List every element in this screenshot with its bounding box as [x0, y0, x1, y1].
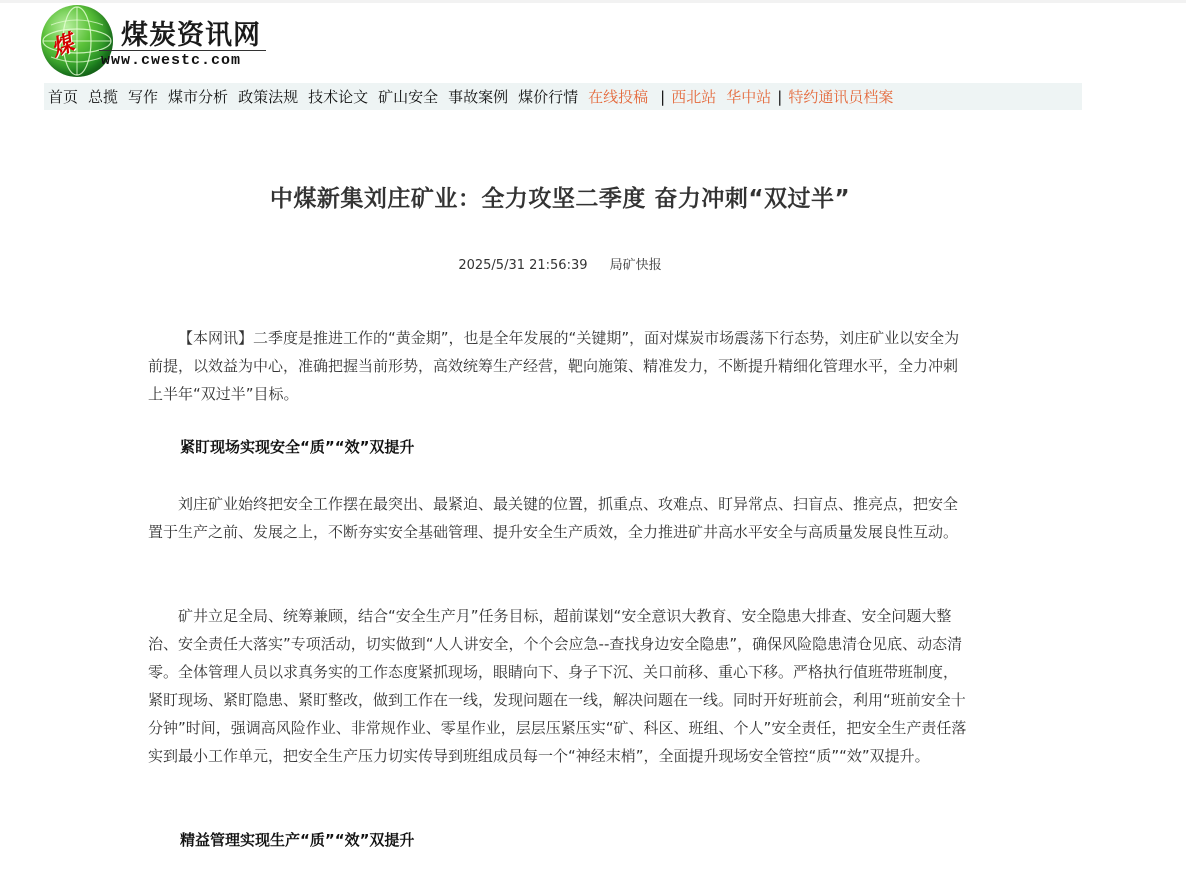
nav-item-northwest-station[interactable]: 西北站 [671, 88, 717, 106]
top-border [0, 0, 1186, 3]
main-nav [44, 83, 1082, 110]
site-logo[interactable] [41, 5, 271, 79]
nav-item-tech-papers[interactable]: 技术论文 [308, 88, 369, 106]
nav-item-correspondent-archive[interactable]: 特约通讯员档案 [788, 88, 894, 106]
nav-separator: | [777, 87, 783, 106]
nav-item-submit[interactable]: 在线投稿 [588, 88, 649, 106]
article-paragraph: 刘庄矿业始终把安全工作摆在最突出、最紧迫、最关键的位置，抓重点、攻难点、盯异常点、扫盲点、推亮点，把安全置于生产之前、发展之上，不断夯实安全基础管理、提升安全生产质效，全力推进矿井高水平安全与高质量发展良性互动。 [148, 495, 959, 541]
article-source: 局矿快报 [609, 258, 662, 273]
section-heading: 精益管理实现生产“质”“效”双提升 [180, 831, 415, 849]
nav-separator: | [660, 87, 666, 106]
article-paragraph: 【本网讯】二季度是推进工作的“黄金期”，也是全年发展的“关键期”，面对煤炭市场震荡下行态势，刘庄矿业以安全为前提，以效益为中心，准确把握当前形势，高效统筹生产经营，靶向施策、精准发力，不断提升精细化管理水平，全力冲刺上半年“双过半”目标。 [148, 329, 960, 403]
nav-item-central-station[interactable]: 华中站 [726, 88, 772, 106]
nav-item-coal-prices[interactable]: 煤价行情 [518, 88, 579, 106]
site-name: 煤炭资讯网 [121, 20, 261, 51]
nav-item-overview[interactable]: 总揽 [88, 88, 119, 106]
nav-item-policy[interactable]: 政策法规 [238, 88, 299, 106]
nav-item-writing[interactable]: 写作 [128, 88, 159, 106]
section-heading: 紧盯现场实现安全“质”“效”双提升 [180, 438, 415, 456]
logo-mark: 煤 [47, 29, 78, 62]
article-meta [148, 254, 972, 273]
nav-item-mine-safety[interactable]: 矿山安全 [378, 88, 439, 106]
article-date: 2025/5/31 21:56:39 [458, 258, 588, 273]
nav-item-accident-cases[interactable]: 事故案例 [448, 88, 509, 106]
article-title: 中煤新集刘庄矿业：全力攻坚二季度 奋力冲刺“双过半” [269, 186, 851, 212]
nav-item-market-analysis[interactable]: 煤市分析 [168, 88, 229, 106]
nav-item-home[interactable]: 首页 [48, 88, 79, 106]
article-paragraph: 矿井立足全局、统筹兼顾，结合“安全生产月”任务目标，超前谋划“安全意识大教育、安全隐患大排查、安全问题大整治、安全责任大落实”专项活动，切实做到“人人讲安全，个个会应急--查找身边安全隐患”，确保风险隐患清仓见底、动态清零。全体管理人员以求真务实的工作态度紧抓现场，眼睛向下、身子下沉、关口前移、重心下移。严格执行值班带班制度，紧盯现场、紧盯隐患、紧盯整改，做到工作在一线，发现问题在一线，解决问题在一线。同时开好班前会，利用“班前安全十分钟”时间，强调高风险作业、非常规作业、零星作业，层层压紧压实“矿、科区、班组、个人”安全责任，把安全生产责任落实到最小工作单元，把安全生产压力切实传导到班组成员每一个“神经末梢”，全面提升现场安全管控“质”“效”双提升。 [148, 607, 967, 765]
site-url: www.cwestc.com [99, 50, 266, 69]
